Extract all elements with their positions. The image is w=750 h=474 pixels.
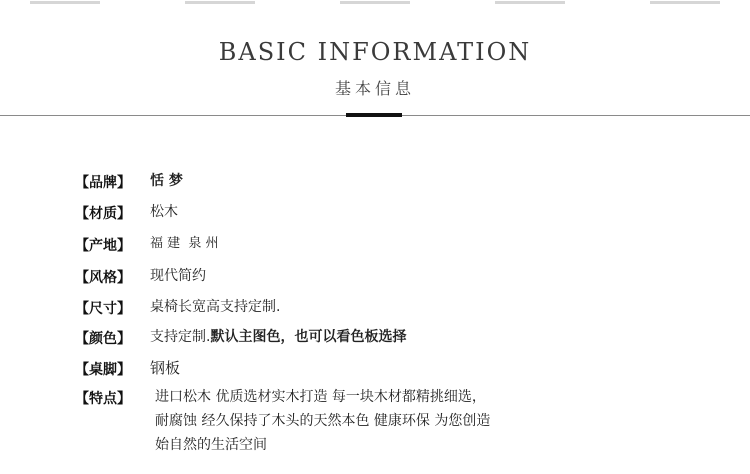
- cropped-text-fragment: [340, 1, 410, 4]
- spec-value: 桌椅长宽高支持定制.: [150, 299, 281, 315]
- spec-value: [155, 385, 490, 457]
- divider-accent: [346, 113, 402, 117]
- spec-value: 松木: [150, 204, 178, 220]
- spec-label: 【尺寸】: [75, 301, 131, 317]
- spec-label: 【产地】: [75, 238, 131, 254]
- spec-value: [150, 328, 406, 346]
- cropped-text-fragment: [185, 1, 255, 4]
- spec-value: 恬 梦: [150, 173, 183, 189]
- feature-line: 进口松木 优质选材实木打造 每一块木材都精挑细选，: [155, 389, 486, 405]
- feature-line: 始自然的生活空间: [155, 437, 267, 453]
- spec-label: 【颜色】: [75, 331, 131, 347]
- section-title-cn: 基本信息: [334, 79, 415, 98]
- spec-label: 【桌脚】: [75, 362, 131, 378]
- spec-label: 【材质】: [75, 206, 131, 222]
- spec-label: 【特点】: [75, 391, 131, 407]
- cropped-text-fragment: [495, 1, 565, 4]
- spec-label: 【品牌】: [75, 175, 131, 191]
- spec-value: 福 建 泉 州: [150, 236, 219, 251]
- feature-line: 耐腐蚀 经久保持了木头的天然本色 健康环保 为您创造: [155, 413, 491, 429]
- spec-label: 【风格】: [75, 270, 131, 286]
- spec-value: 现代简约: [150, 268, 206, 284]
- section-title-en: BASIC INFORMATION: [218, 38, 532, 66]
- cropped-text-fragment: [650, 1, 720, 4]
- top-cropped-strip: [0, 0, 750, 6]
- cropped-text-fragment: [30, 1, 100, 4]
- spec-value-plain: 支持定制.: [150, 329, 211, 345]
- spec-value: 钢板: [150, 359, 181, 377]
- spec-value-bold: 默认主图色，也可以看色板选择: [210, 329, 407, 345]
